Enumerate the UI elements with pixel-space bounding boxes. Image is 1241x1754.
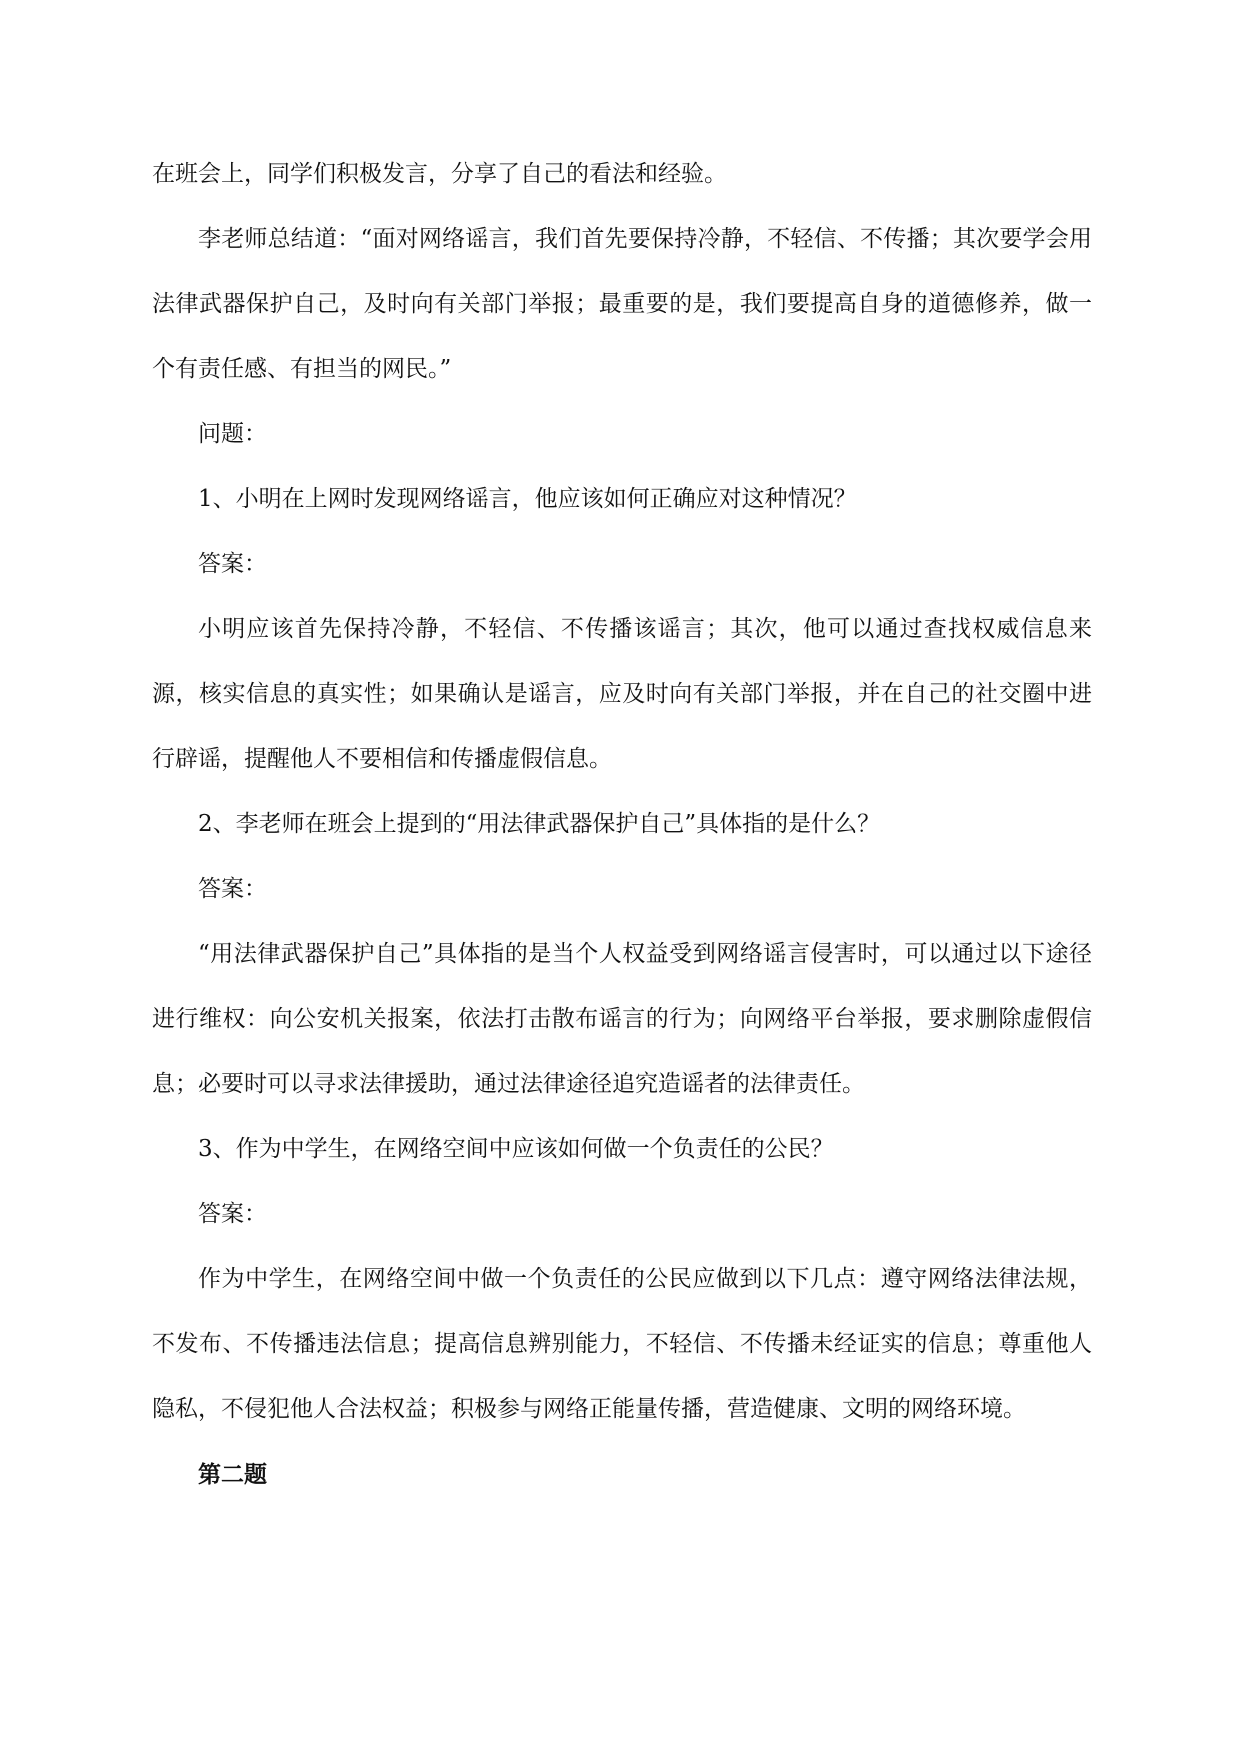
answer-3: 作为中学生，在网络空间中做一个负责任的公民应做到以下几点：遵守网络法律法规，不发布、不传播违法信息；提高信息辨别能力，不轻信、不传播未经证实的信息；尊重他人隐私，不侵犯他人合法权益；积极参与网络正能量传播，营造健康、文明的网络环境。 [152, 1266, 1092, 1422]
document-body [152, 142, 1092, 1507]
answer-2: “用法律武器保护自己”具体指的是当个人权益受到网络谣言侵害时，可以通过以下途径进行维权：向公安机关报案，依法打击散布谣言的行为；向网络平台举报，要求删除虚假信息；必要时可以寻求法律援助，通过法律途径追究造谣者的法律责任。 [152, 941, 1092, 1097]
answer-label-1: 答案： [198, 551, 267, 577]
question-3: 3、作为中学生，在网络空间中应该如何做一个负责任的公民？ [198, 1136, 834, 1162]
paragraph-teacher-summary: 李老师总结道：“面对网络谣言，我们首先要保持冷静，不轻信、不传播；其次要学会用法律武器保护自己，及时向有关部门举报；最重要的是，我们要提高自身的道德修养，做一个有责任感、有担当的网民。” [152, 226, 1092, 382]
paragraph-class-meeting: 在班会上，同学们积极发言，分享了自己的看法和经验。 [152, 161, 727, 187]
question-2: 2、李老师在班会上提到的“用法律武器保护自己”具体指的是什么？ [198, 811, 881, 837]
section-heading: 第二题 [198, 1461, 267, 1488]
label-questions: 问题： [198, 421, 267, 447]
answer-label-3: 答案： [198, 1201, 267, 1227]
answer-label-2: 答案： [198, 876, 267, 902]
question-1: 1、小明在上网时发现网络谣言，他应该如何正确应对这种情况？ [198, 486, 857, 512]
answer-1: 小明应该首先保持冷静，不轻信、不传播该谣言；其次，他可以通过查找权威信息来源，核实信息的真实性；如果确认是谣言，应及时向有关部门举报，并在自己的社交圈中进行辟谣，提醒他人不要相信和传播虚假信息。 [152, 616, 1092, 772]
